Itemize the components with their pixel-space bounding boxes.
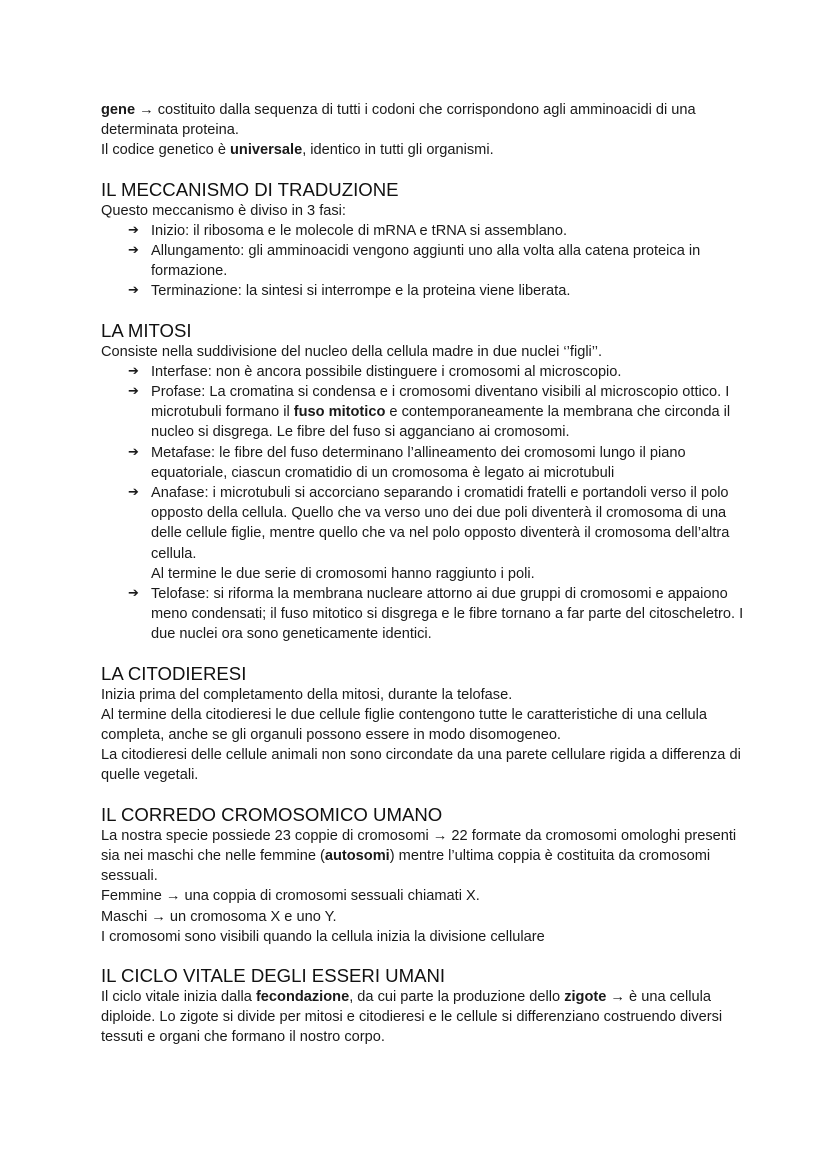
list-item: ➔ Profase: La cromatina si condensa e i cromosomi diventano visibili al microscopio ottico. I microtubuli formano il fuso mitotico e contemporaneamente la membrana che circonda il nucleo si disgrega. Le fibre del fuso si agganciano ai cromosomi. xyxy=(128,384,731,441)
section-title-citodieresi: LA CITODIERESI xyxy=(101,662,247,684)
arrow-bullet-icon: ➔ xyxy=(128,586,139,602)
mitosi-list xyxy=(101,362,748,645)
paragraph: Il ciclo vitale inizia dalla fecondazione, da cui parte la produzione dello zigote → è una cellula diploide. Lo zigote si divide per mitosi e citodieresi e le cellule si differenziano costruendo diversi tessuti e organi che formano il nostro corpo. xyxy=(101,988,723,1046)
paragraph: Al termine della citodieresi le due cellule figlie contengono tutte le caratteristiche di una cellula completa, anche se gli organuli possono essere in modo disomogeneo. xyxy=(101,706,707,744)
list-item: ➔ Interfase: non è ancora possibile distinguere i cromosomi al microscopio. xyxy=(128,362,748,382)
paragraph: La citodieresi delle cellule animali non sono circondate da una parete cellulare rigida a differenza di quelle vegetali. xyxy=(101,747,741,784)
paragraph: Maschi → un cromosoma X e uno Y. xyxy=(101,908,337,925)
section-title-traduzione: IL MECCANISMO DI TRADUZIONE xyxy=(101,178,399,200)
paragraph: Inizia prima del completamento della mitosi, durante la telofase. xyxy=(101,686,513,703)
arrow-bullet-icon: ➔ xyxy=(128,283,139,299)
gene-term: gene xyxy=(101,102,136,118)
section-title-corredo: IL CORREDO CROMOSOMICO UMANO xyxy=(101,803,443,825)
list-item: ➔ Metafase: le fibre del fuso determinano l’allineamento dei cromosomi lungo il piano equatoriale, ciascun cromatidio di un cromosoma è legato ai microtubuli xyxy=(128,444,686,481)
arrow-bullet-icon: ➔ xyxy=(128,363,139,379)
mitosi-intro: Consiste nella suddivisione del nucleo della cellula madre in due nuclei ‘’figli’’. xyxy=(101,343,603,360)
gene-definition: gene → costituito dalla sequenza di tutti i codoni che corrispondono agli amminoacidi di una determinata proteina. xyxy=(101,102,696,139)
section-title-mitosi: LA MITOSI xyxy=(101,319,192,341)
list-item: ➔ Inizio: il ribosoma e le molecole di mRNA e tRNA si assemblano. xyxy=(128,221,748,241)
list-item: ➔ Terminazione: la sintesi si interrompe e la proteina viene liberata. xyxy=(128,281,748,301)
section-title-ciclo: IL CICLO VITALE DEGLI ESSERI UMANI xyxy=(101,964,446,986)
arrow-bullet-icon: ➔ xyxy=(128,222,139,238)
list-item: ➔ Allungamento: gli amminoacidi vengono aggiunti uno alla volta alla catena proteica in formazione. xyxy=(128,243,701,280)
arrow-bullet-icon: ➔ xyxy=(128,485,139,501)
arrow-bullet-icon: ➔ xyxy=(128,384,139,400)
list-item: ➔ Anafase: i microtubuli si accorciano separando i cromatidi fratelli e portandoli verso il polo opposto della cellula. Quello che va verso uno dei due poli diventerà il cromosoma di una delle cellule figlie, mentre quello che va nel polo opposto diventerà il cromosoma dell’altra cellula. Al termine le due serie di cromosomi hanno raggiunto i poli. xyxy=(128,485,730,582)
universal-code-line: Il codice genetico è universale, identico in tutti gli organismi. xyxy=(101,142,494,159)
traduzione-list xyxy=(101,221,748,302)
paragraph: I cromosomi sono visibili quando la cellula inizia la divisione cellulare xyxy=(101,928,545,945)
list-item: ➔ Telofase: si riforma la membrana nucleare attorno ai due gruppi di cromosomi e appaiono meno condensati; il fuso mitotico si disgrega e le fibre tornano a far parte del citoscheletro. I due nuclei ora sono geneticamente identici. xyxy=(128,586,744,643)
paragraph: La nostra specie possiede 23 coppie di cromosomi → 22 formate da cromosomi omologhi presenti sia nei maschi che nelle femmine (autosomi) mentre l’ultima coppia è costituita da cromosomi sessuali. xyxy=(101,827,737,885)
arrow-bullet-icon: ➔ xyxy=(128,243,139,259)
paragraph: Femmine → una coppia di cromosomi sessuali chiamati X. xyxy=(101,888,480,905)
traduzione-intro: Questo meccanismo è diviso in 3 fasi: xyxy=(101,202,346,219)
arrow-bullet-icon: ➔ xyxy=(128,444,139,460)
